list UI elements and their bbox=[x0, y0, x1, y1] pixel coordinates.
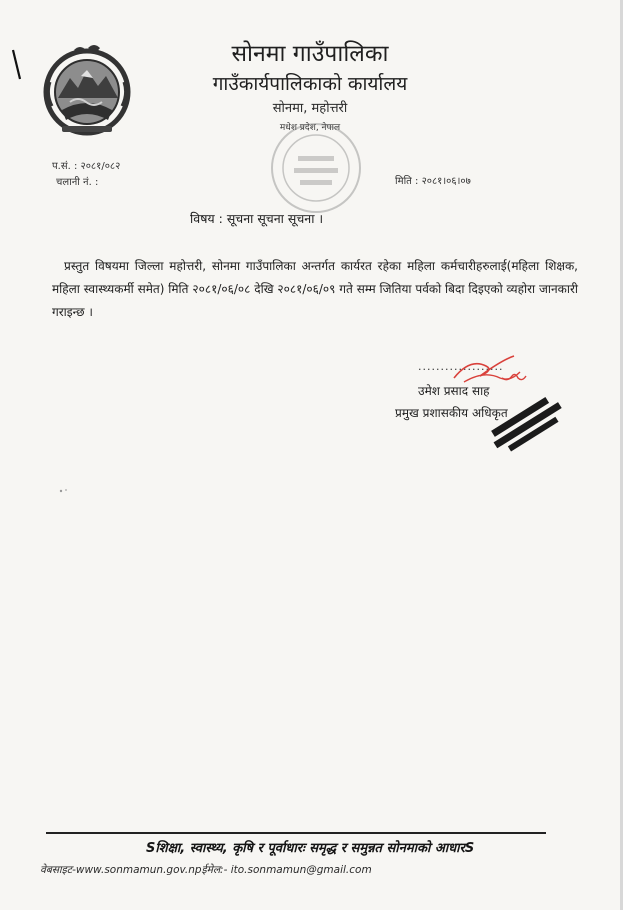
letter-date: मिति : २०८१।०६।०७ bbox=[395, 176, 471, 187]
office-name: सोनमा गाउँपालिका bbox=[231, 41, 389, 67]
faint-office-stamp-icon bbox=[268, 120, 364, 216]
government-emblem-icon bbox=[40, 42, 134, 136]
footer-rule bbox=[46, 832, 546, 834]
notice-body: प्रस्तुत विषयमा जिल्ला महोत्तरी, सोनमा गाउँपालिका अन्तर्गत कार्यरत रहेका महिला कर्मचारीहरुलाई(महिला शिक्षक, महिला स्वास्थ्यकर्मी समेत) मिति २०८१/०६/०८ देखि २०८१/०६/०९ गते सम्म जितिया पर्वको बिदा दिइएको व्यहोरा जानकारी गराइन्छ । bbox=[52, 259, 578, 319]
executive-office-title: गाउँकार्यपालिकाको कार्यालय bbox=[212, 73, 408, 95]
footer-contact: वेबसाइट-www.sonmamun.gov.npईमेल:- ito.sonmamun@gmail.com bbox=[40, 864, 372, 876]
paper-smudge bbox=[56, 486, 72, 496]
office-address: सोनमा, महोत्तरी bbox=[272, 101, 348, 116]
signatory-title: प्रमुख प्रशासकीय अधिकृत bbox=[395, 406, 508, 420]
signatory-name: उमेश प्रसाद साह bbox=[418, 384, 490, 398]
name-stamp bbox=[478, 388, 578, 456]
letter-number: प.सं. : २०८१/०८२ bbox=[52, 161, 121, 172]
footer-motto: Sशिक्षा, स्वास्थ्य, कृषि र पूर्वाधारः समृद्ध र समुन्नत सोनमाको आधारS bbox=[146, 841, 475, 856]
subject-line: विषय : सूचना सूचना सूचना । bbox=[190, 211, 324, 226]
signature-dots: ................... bbox=[418, 360, 504, 373]
province-line: मधेश प्रदेश, नेपाल bbox=[279, 123, 341, 133]
dispatch-number: चलानी नं. : bbox=[56, 177, 99, 188]
pen-mark bbox=[10, 48, 24, 82]
